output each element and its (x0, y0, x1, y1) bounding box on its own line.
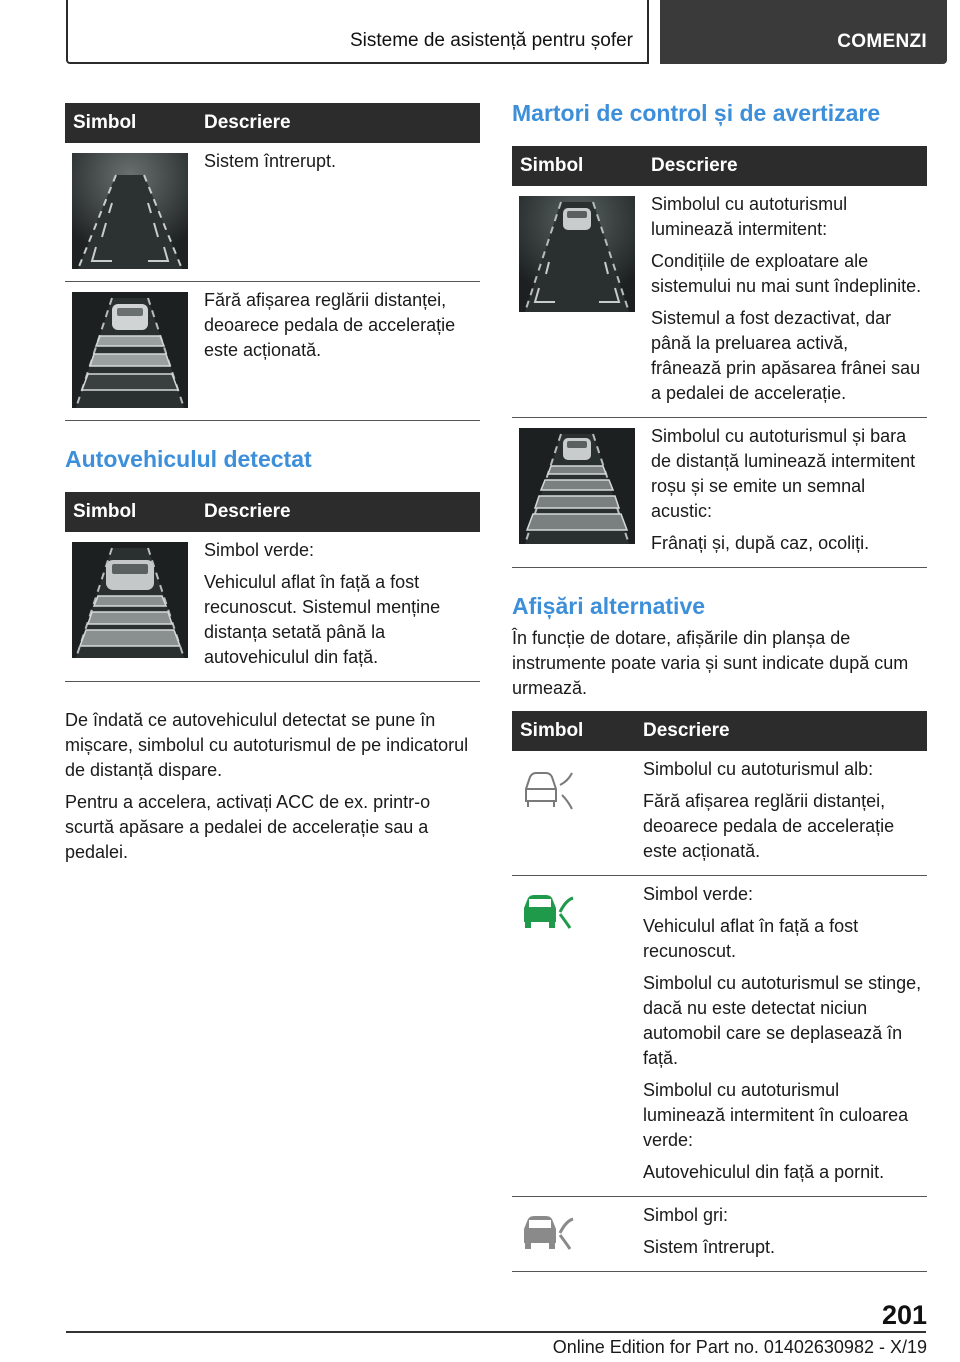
symbol-cell (512, 418, 643, 568)
right-column (512, 100, 927, 1272)
description-text: Simbolul cu autoturismul luminează intermitent: (651, 194, 848, 239)
description-cell (635, 751, 927, 876)
table-header-row (512, 146, 927, 186)
description-text: Sistem întrerupt. (643, 1237, 776, 1257)
footer-edition: Online Edition for Part no. 01402630982 - X/19 (552, 1337, 927, 1357)
column-header-description: Descriere (635, 711, 927, 751)
description-text: Simbolul cu autoturismul și bara de distanță luminează intermitent roșu și se emite un semnal acustic: (651, 426, 916, 521)
description-cell (196, 143, 480, 282)
body-paragraphs (65, 708, 480, 865)
symbol-cell (512, 186, 643, 418)
description-text: Vehiculul aflat în față a fost recunoscut. (643, 916, 859, 961)
description-text: Vehiculul aflat în față a fost recunoscut. Sistemul menține distanța setată până la autovehiculul din față. (204, 572, 441, 667)
symbol-table-warnings (512, 146, 927, 568)
symbol-cell (512, 751, 635, 876)
table-row (512, 876, 927, 1197)
description-text: Simbol verde: (643, 884, 754, 904)
description-text: Sistem întrerupt. (204, 151, 337, 171)
description-text: Fără afișarea reglării distanței, deoarece pedala de accelerație este acționată. (204, 290, 456, 360)
car-distance-bars-white-icon (72, 292, 188, 408)
table-header-row (512, 711, 927, 751)
table-header-row (65, 103, 480, 143)
footer-divider (66, 1331, 926, 1333)
section-intro: În funcție de dotare, afișările din planșa de instrumente poate varia și sunt indicate după cum urmează. (512, 628, 909, 698)
column-header-description: Descriere (196, 492, 480, 532)
header-section-title: Sisteme de asistență pentru șofer (349, 30, 633, 51)
table-row (65, 532, 480, 682)
symbol-cell (65, 143, 196, 282)
car-radar-white-icon (520, 767, 574, 815)
car-radar-green-icon (520, 892, 574, 932)
table-header-row (65, 492, 480, 532)
symbol-cell (65, 532, 196, 682)
description-text: Frânați și, după caz, ocoliți. (651, 533, 870, 553)
table-row (512, 1197, 927, 1272)
table-row (512, 418, 927, 568)
symbol-table-alternative (512, 711, 927, 1272)
road-lanes-interrupted-icon (72, 153, 188, 269)
header-section-box (66, 0, 649, 64)
description-cell (196, 532, 480, 682)
car-distance-bars-red-icon (519, 428, 635, 544)
description-text: Simbolul cu autoturismul luminează intermitent în culoarea verde: (643, 1080, 909, 1150)
table-row (65, 143, 480, 282)
paragraph: Pentru a accelera, activați ACC de ex. printr-o scurtă apăsare a pedalei de accelerație sau a pedalei. (65, 792, 431, 862)
description-text: Sistemul a fost dezactivat, dar până la preluarea activă, frânează prin apăsarea frânei sau a pedalei de accelerație. (651, 308, 921, 403)
description-cell (643, 186, 927, 418)
description-text: Simbolul cu autoturismul alb: (643, 759, 874, 779)
symbol-table-detected (65, 492, 480, 682)
column-header-description: Descriere (196, 103, 480, 143)
description-text: Fără afișarea reglării distanței, deoarece pedala de accelerație este acționată. (643, 791, 895, 861)
symbol-cell (512, 876, 635, 1197)
description-text: Simbol gri: (643, 1205, 729, 1225)
table-row (512, 751, 927, 876)
symbol-cell (512, 1197, 635, 1272)
page-number: 201 (881, 1300, 927, 1330)
section-title-warnings: Martori de control și de avertizare (512, 100, 881, 126)
column-header-symbol: Simbol (512, 711, 635, 751)
table-row (512, 186, 927, 418)
car-blinking-icon (519, 196, 635, 312)
table-row (65, 282, 480, 421)
symbol-cell (65, 282, 196, 421)
description-text: Condițiile de exploatare ale sistemului nu mai sunt îndeplinite. (651, 251, 922, 296)
header-chapter-tab (660, 0, 947, 64)
description-cell (196, 282, 480, 421)
description-text: Autovehiculul din față a pornit. (643, 1162, 885, 1182)
column-header-symbol: Simbol (65, 103, 196, 143)
symbol-table-status (65, 103, 480, 421)
column-header-symbol: Simbol (65, 492, 196, 532)
section-title-detected: Autovehiculul detectat (65, 446, 312, 472)
description-text: Simbolul cu autoturismul se stinge, dacă nu este detectat niciun automobil care se deplasează în față. (643, 973, 922, 1068)
description-cell (643, 418, 927, 568)
description-text: Simbol verde: (204, 540, 315, 560)
car-distance-bars-green-icon (72, 542, 188, 658)
paragraph: De îndată ce autovehiculul detectat se pune în mișcare, simbolul cu autoturismul de pe indicatorul de distanță dispare. (65, 710, 469, 780)
column-header-symbol: Simbol (512, 146, 643, 186)
header-chapter-title: COMENZI (837, 31, 927, 52)
description-cell (635, 1197, 927, 1272)
car-radar-grey-icon (520, 1213, 574, 1253)
section-title-alternative: Afișări alternative (512, 593, 706, 619)
description-cell (635, 876, 927, 1197)
left-column (65, 103, 480, 872)
column-header-description: Descriere (643, 146, 927, 186)
